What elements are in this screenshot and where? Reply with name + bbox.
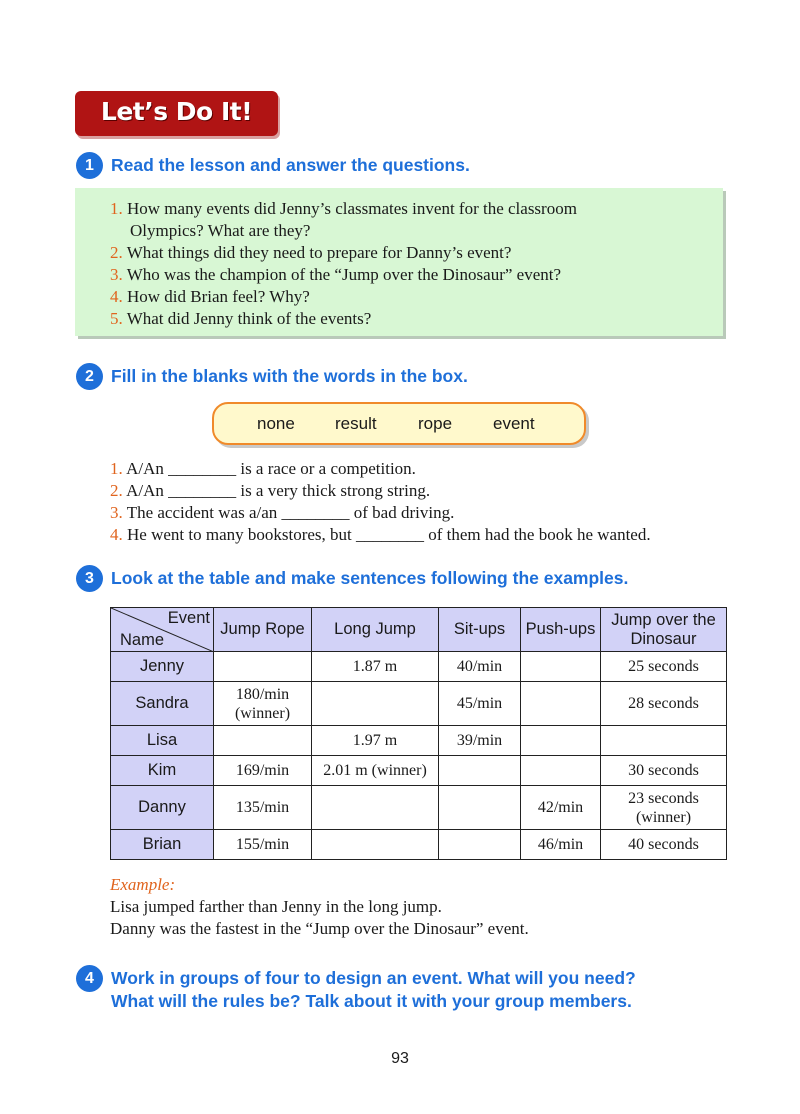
table-cell: 39/min [439,726,521,756]
question-number: 4. [110,287,123,306]
row-name-cell: Sandra [111,682,214,726]
table-cell: 155/min [214,830,312,860]
sentence-number: 1. [110,459,123,478]
table-cell: 40/min [439,652,521,682]
word-box-item: event [493,414,535,433]
table-row [111,786,727,830]
table-cell [214,726,312,756]
section-3-number: 3 [76,565,103,592]
question-text: Olympics? What are they? [130,221,311,240]
sentence-text: The accident was a/an ________ of bad driving. [126,503,455,522]
example-sentence: Danny was the fastest in the “Jump over the Dinosaur” event. [110,919,529,938]
section-2-heading: Fill in the blanks with the words in the box. [111,366,468,386]
table-cell [312,682,439,726]
page-number: 93 [391,1050,409,1067]
row-name-cell: Kim [111,756,214,786]
column-header: Jump over the Dinosaur [601,608,727,652]
banner-title: Let’s Do It! [100,97,253,126]
column-header: Push-ups [521,608,601,652]
question-text: How did Brian feel? Why? [127,287,310,306]
question-text: What did Jenny think of the events? [126,309,372,328]
word-box [212,402,586,445]
table-cell [439,786,521,830]
column-header: Long Jump [312,608,439,652]
section-1-heading: Read the lesson and answer the questions. [111,155,470,175]
table-cell: 30 seconds [601,756,727,786]
fill-blank-sentence [110,524,651,546]
table-cell [521,756,601,786]
table-cell: 28 seconds [601,682,727,726]
question-line [110,308,577,330]
example-block [110,874,529,940]
corner-event-label: Event [167,609,210,627]
table-cell: 23 seconds (winner) [601,786,727,830]
question-line [110,198,577,220]
question-line [110,264,577,286]
row-name-cell: Lisa [111,726,214,756]
table-corner-cell [111,608,214,652]
lets-do-it-banner [75,91,278,136]
table-cell: 40 seconds [601,830,727,860]
sentence-number: 4. [110,525,123,544]
section-1-number: 1 [76,152,103,179]
section-4-number: 4 [76,965,103,992]
table-cell: 1.87 m [312,652,439,682]
table-row [111,756,727,786]
word-box-item: result [335,414,377,433]
question-number: 1. [110,199,123,218]
column-header: Jump Rope [214,608,312,652]
table-cell: 2.01 m (winner) [312,756,439,786]
corner-name-label: Name [120,631,165,649]
question-number: 5. [110,309,123,328]
example-sentence: Lisa jumped farther than Jenny in the long jump. [110,897,442,916]
section-4-heading-line: Work in groups of four to design an event. What will you need? [111,968,636,988]
sentence-text: A/An ________ is a race or a competition. [126,459,416,478]
results-table [110,607,727,860]
fill-blank-sentence [110,480,651,502]
section-3-heading: Look at the table and make sentences following the examples. [111,568,629,588]
table-cell [521,652,601,682]
question-number: 2. [110,243,123,262]
table-cell: 25 seconds [601,652,727,682]
table-row [111,830,727,860]
question-text: Who was the champion of the “Jump over the Dinosaur” event? [126,265,562,284]
table-cell: 42/min [521,786,601,830]
section-4-heading [111,967,636,1013]
row-name-cell: Jenny [111,652,214,682]
sentence-number: 2. [110,481,123,500]
sentence-text: A/An ________ is a very thick strong string. [126,481,431,500]
table-cell [601,726,727,756]
table-cell: 135/min [214,786,312,830]
table-row [111,726,727,756]
table-cell: 45/min [439,682,521,726]
table-cell [312,830,439,860]
table-row [111,682,727,726]
table-cell: 1.97 m [312,726,439,756]
question-number: 3. [110,265,123,284]
section-2-number: 2 [76,363,103,390]
table-cell: 46/min [521,830,601,860]
fill-blank-sentence [110,458,651,480]
section-4-heading-line: What will the rules be? Talk about it with your group members. [111,991,632,1011]
table-header-row [111,608,727,652]
table-cell: 169/min [214,756,312,786]
question-text: What things did they need to prepare for Danny’s event? [126,243,512,262]
table-cell [439,756,521,786]
table-cell [521,726,601,756]
fill-blank-list [110,458,651,546]
sentence-number: 3. [110,503,123,522]
question-line [110,220,577,242]
table-cell [312,786,439,830]
table-cell: 180/min (winner) [214,682,312,726]
table-cell [439,830,521,860]
question-text: How many events did Jenny’s classmates invent for the classroom [127,199,577,218]
sentence-text: He went to many bookstores, but ________ of them had the book he wanted. [127,525,651,544]
word-box-item: rope [418,414,453,433]
row-name-cell: Brian [111,830,214,860]
example-label: Example: [110,875,176,894]
question-list [110,198,577,330]
table-cell [214,652,312,682]
column-header: Sit-ups [439,608,521,652]
fill-blank-sentence [110,502,651,524]
question-line [110,286,577,308]
question-line [110,242,577,264]
row-name-cell: Danny [111,786,214,830]
table-row [111,652,727,682]
table-cell [521,682,601,726]
word-box-item: none [257,414,295,433]
